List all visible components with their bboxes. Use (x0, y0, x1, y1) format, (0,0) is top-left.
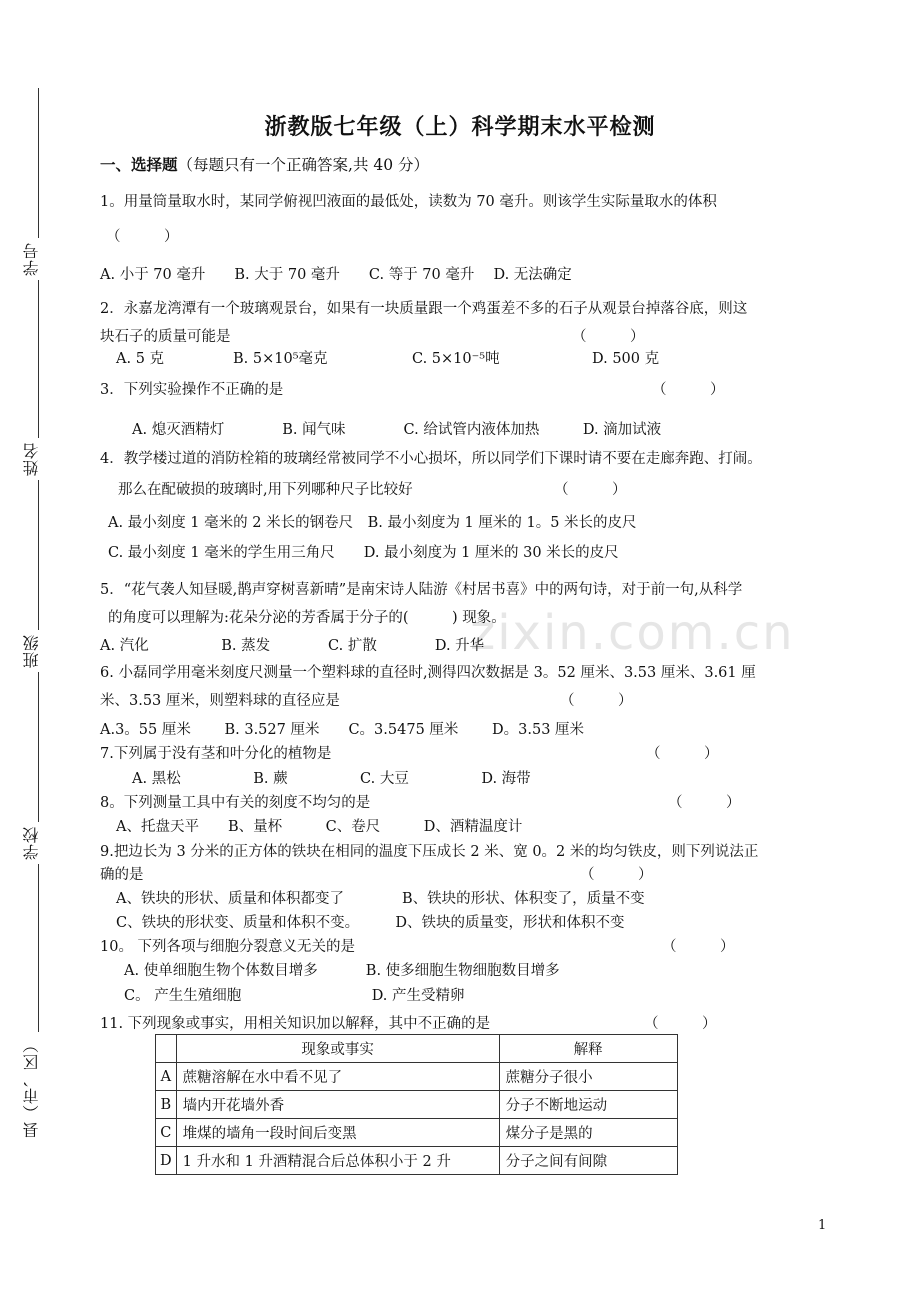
q8-answer-blank: （ ） (668, 795, 741, 811)
q6-answer-blank: （ ） (560, 693, 633, 709)
q2-option-b: B. 5×10⁵毫克 (233, 351, 328, 367)
student-id-label: 学号 (20, 238, 43, 280)
table-row (156, 1147, 678, 1175)
table-row (156, 1063, 678, 1091)
q7-stem: 7.下列属于没有茎和叶分化的植物是 (100, 746, 332, 762)
q6-stem-line1: 6. 小磊同学用毫米刻度尺测量一个塑料球的直径时,测得四次数据是 3。52 厘米、3.53 厘米、3.61 厘 (100, 665, 756, 681)
table-row (156, 1091, 678, 1119)
table-cell: 1 升水和 1 升酒精混合后总体积小于 2 升 (176, 1147, 499, 1175)
q11-table (155, 1034, 678, 1175)
q2-answer-blank: （ ） (572, 329, 645, 345)
table-header-cell: 现象或事实 (176, 1035, 499, 1063)
table-cell: B (156, 1091, 177, 1119)
q6-options: A.3。55 厘米 B. 3.527 厘米 C。3.5475 厘米 D。3.53 厘米 (100, 722, 585, 738)
county-label: 县（市、区） (20, 1032, 43, 1142)
q3-answer-blank: （ ） (652, 382, 725, 398)
table-cell: 蔗糖分子很小 (499, 1063, 677, 1091)
q1-stem-line1: 1。用量筒量取水时，某同学俯视凹液面的最低处，读数为 70 毫升。则该学生实际量取水的体积 (100, 194, 717, 210)
q8-stem: 8。下列测量工具中有关的刻度不均匀的是 (100, 795, 371, 811)
q9-stem-line1: 9.把边长为 3 分米的正方体的铁块在相同的温度下压成长 2 米、宽 0。2 米的均匀铁皮，则下列说法正 (100, 844, 759, 860)
q2-option-a: A. 5 克 (116, 351, 165, 367)
q9-stem-line2: 确的是 (100, 867, 144, 883)
table-cell: 堆煤的墙角一段时间后变黑 (176, 1119, 499, 1147)
q9-options-ab: A、铁块的形状、质量和体积都变了 B、铁块的形状、体积变了，质量不变 (116, 891, 645, 907)
q3-stem: 3．下列实验操作不正确的是 (100, 382, 284, 398)
name-label: 姓名 (20, 438, 43, 480)
q7-options: A. 黑松 B. 蕨 C. 大豆 D. 海带 (132, 771, 531, 787)
q4-options-cd: C. 最小刻度 1 毫米的学生用三角尺 D. 最小刻度为 1 厘米的 30 米长的皮尺 (108, 545, 619, 561)
school-label: 学校 (20, 822, 43, 864)
table-cell: A (156, 1063, 177, 1091)
table-header-cell (156, 1035, 177, 1063)
q5-options: A. 汽化 B. 蒸发 C. 扩散 D. 升华 (100, 638, 485, 654)
q4-options-ab: A. 最小刻度 1 毫米的 2 米长的钢卷尺 B. 最小刻度为 1 厘米的 1。5 米长的皮尺 (108, 515, 637, 531)
table-cell: C (156, 1119, 177, 1147)
table-cell: 蔗糖溶解在水中看不见了 (176, 1063, 499, 1091)
table-cell: 煤分子是黑的 (499, 1119, 677, 1147)
q10-answer-blank: （ ） (662, 939, 735, 955)
q11-answer-blank: （ ） (644, 1016, 717, 1032)
q10-stem: 10。 下列各项与细胞分裂意义无关的是 (100, 939, 356, 955)
table-row (156, 1119, 678, 1147)
q2-stem-line2: 块石子的质量可能是 (100, 329, 231, 345)
q5-stem-line1: 5．“花气袭人知昼暖,鹊声穿树喜新晴”是南宋诗人陆游《村居书喜》中的两句诗，对于前一句,从科学 (100, 582, 743, 598)
q2-option-d: D. 500 克 (592, 351, 660, 367)
q10-options-ab: A. 使单细胞生物个体数目增多 B. 使多细胞生物细胞数目增多 (124, 963, 560, 979)
q7-answer-blank: （ ） (646, 746, 719, 762)
table-cell: D (156, 1147, 177, 1175)
page-title: 浙教版七年级（上）科学期末水平检测 (264, 114, 656, 140)
q2-option-c: C. 5×10⁻⁵吨 (412, 351, 500, 367)
q9-answer-blank: （ ） (580, 867, 653, 883)
table-header-cell: 解释 (499, 1035, 677, 1063)
class-label: 班级 (20, 630, 43, 672)
table-header-row (156, 1035, 678, 1063)
page-number: 1 (818, 1218, 827, 1233)
section-header (100, 153, 429, 175)
q4-stem-line2: 那么在配破损的玻璃时,用下列哪种尺子比较好 (118, 482, 413, 498)
q11-stem: 11. 下列现象或事实，用相关知识加以解释，其中不正确的是 (100, 1016, 491, 1032)
q9-options-cd: C、铁块的形状变、质量和体积不变。 D、铁块的质量变，形状和体积不变 (116, 915, 625, 931)
q2-stem-line1: 2．永嘉龙湾潭有一个玻璃观景台，如果有一块质量跟一个鸡蛋差不多的石子从观景台掉落谷底，则这 (100, 301, 748, 317)
watermark: zixin.com.cn (470, 605, 795, 661)
section-note: （每题只有一个正确答案,共 40 分） (177, 156, 430, 174)
section-label: 一、选择题 (100, 155, 178, 174)
q1-answer-blank: （ ） (106, 229, 179, 245)
table-cell: 墙内开花墙外香 (176, 1091, 499, 1119)
q1-options: A. 小于 70 毫升 B. 大于 70 毫升 C. 等于 70 毫升 D. 无法确定 (100, 267, 572, 283)
q4-stem-line1: 4．教学楼过道的消防栓箱的玻璃经常被同学不小心损坏，所以同学们下课时请不要在走廊奔跑、打闹。 (100, 451, 762, 467)
table-cell: 分子不断地运动 (499, 1091, 677, 1119)
q6-stem-line2: 米、3.53 厘米，则塑料球的直径应是 (100, 693, 340, 709)
q8-options: A、托盘天平 B、量杯 C、卷尺 D、酒精温度计 (116, 819, 523, 835)
q10-options-cd: C。 产生生殖细胞 D. 产生受精卵 (124, 988, 465, 1004)
q4-answer-blank: （ ） (554, 482, 627, 498)
table-cell: 分子之间有间隙 (499, 1147, 677, 1175)
q3-options: A. 熄灭酒精灯 B. 闻气味 C. 给试管内液体加热 D. 滴加试液 (132, 422, 662, 438)
q5-stem-line2: 的角度可以理解为:花朵分泌的芳香属于分子的( ) 现象。 (108, 610, 506, 626)
